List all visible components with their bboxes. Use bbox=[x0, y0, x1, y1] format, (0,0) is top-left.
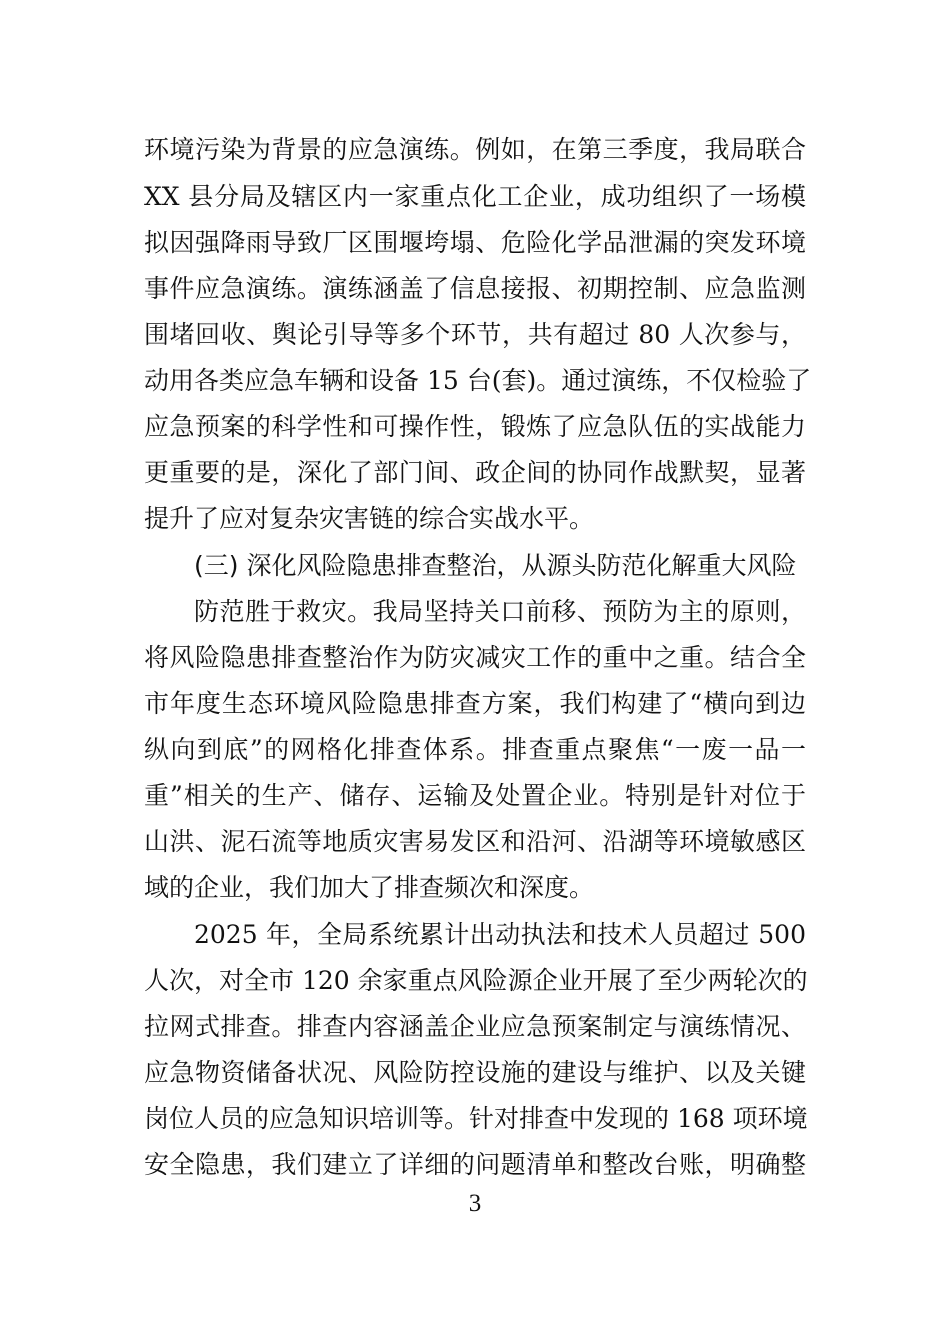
body-text-line: 环境污染为背景的应急演练。例如，在第三季度，我局联合 bbox=[144, 135, 806, 164]
body-text-line: 重”相关的生产、储存、运输及处置企业。特别是针对位于 bbox=[144, 781, 806, 810]
body-text-line: 域的企业，我们加大了排查频次和深度。 bbox=[144, 873, 595, 902]
body-text-line: 防范胜于救灾。我局坚持关口前移、预防为主的原则， bbox=[194, 597, 806, 626]
body-text-line: 应急预案的科学性和可操作性，锻炼了应急队伍的实战能力 bbox=[144, 412, 806, 441]
body-text-line: 围堵回收、舆论引导等多个环节，共有超过 80 人次参与， bbox=[144, 320, 806, 349]
body-text-line: 市年度生态环境风险隐患排查方案，我们构建了“横向到边 bbox=[144, 689, 806, 718]
page-number: 3 bbox=[468, 1190, 482, 1217]
body-text-line: 拉网式排查。排查内容涵盖企业应急预案制定与演练情况、 bbox=[144, 1012, 806, 1041]
body-text-line: XX 县分局及辖区内一家重点化工企业，成功组织了一场模 bbox=[144, 182, 806, 211]
body-text-line: 山洪、泥石流等地质灾害易发区和沿河、沿湖等环境敏感区 bbox=[144, 827, 806, 856]
body-text-line: 事件应急演练。演练涵盖了信息接报、初期控制、应急监测 bbox=[144, 274, 806, 303]
body-text-line: 应急物资储备状况、风险防控设施的建设与维护、以及关键 bbox=[144, 1058, 806, 1087]
body-text-line: 2025 年，全局系统累计出动执法和技术人员超过 500 bbox=[194, 920, 806, 949]
body-text-line: 安全隐患，我们建立了详细的问题清单和整改台账，明确整 bbox=[144, 1150, 806, 1179]
body-text-line: 更重要的是，深化了部门间、政企间的协同作战默契，显著 bbox=[144, 458, 806, 487]
body-text-line: 动用各类应急车辆和设备 15 台(套)。通过演练，不仅检验了 bbox=[144, 366, 812, 395]
body-text-line: 人次，对全市 120 余家重点风险源企业开展了至少两轮次的 bbox=[144, 966, 808, 995]
section-heading: (三) 深化风险隐患排查整治，从源头防范化解重大风险 bbox=[194, 551, 797, 580]
body-text-line: 将风险隐患排查整治作为防灾减灾工作的重中之重。结合全 bbox=[144, 643, 806, 672]
body-text-line: 岗位人员的应急知识培训等。针对排查中发现的 168 项环境 bbox=[144, 1104, 808, 1133]
body-text-line: 提升了应对复杂灾害链的综合实战水平。 bbox=[144, 504, 595, 533]
body-text-line: 拟因强降雨导致厂区围堰垮塌、危险化学品泄漏的突发环境 bbox=[144, 228, 806, 257]
body-text-line: 纵向到底”的网格化排查体系。排查重点聚焦“一废一品一 bbox=[144, 735, 806, 764]
